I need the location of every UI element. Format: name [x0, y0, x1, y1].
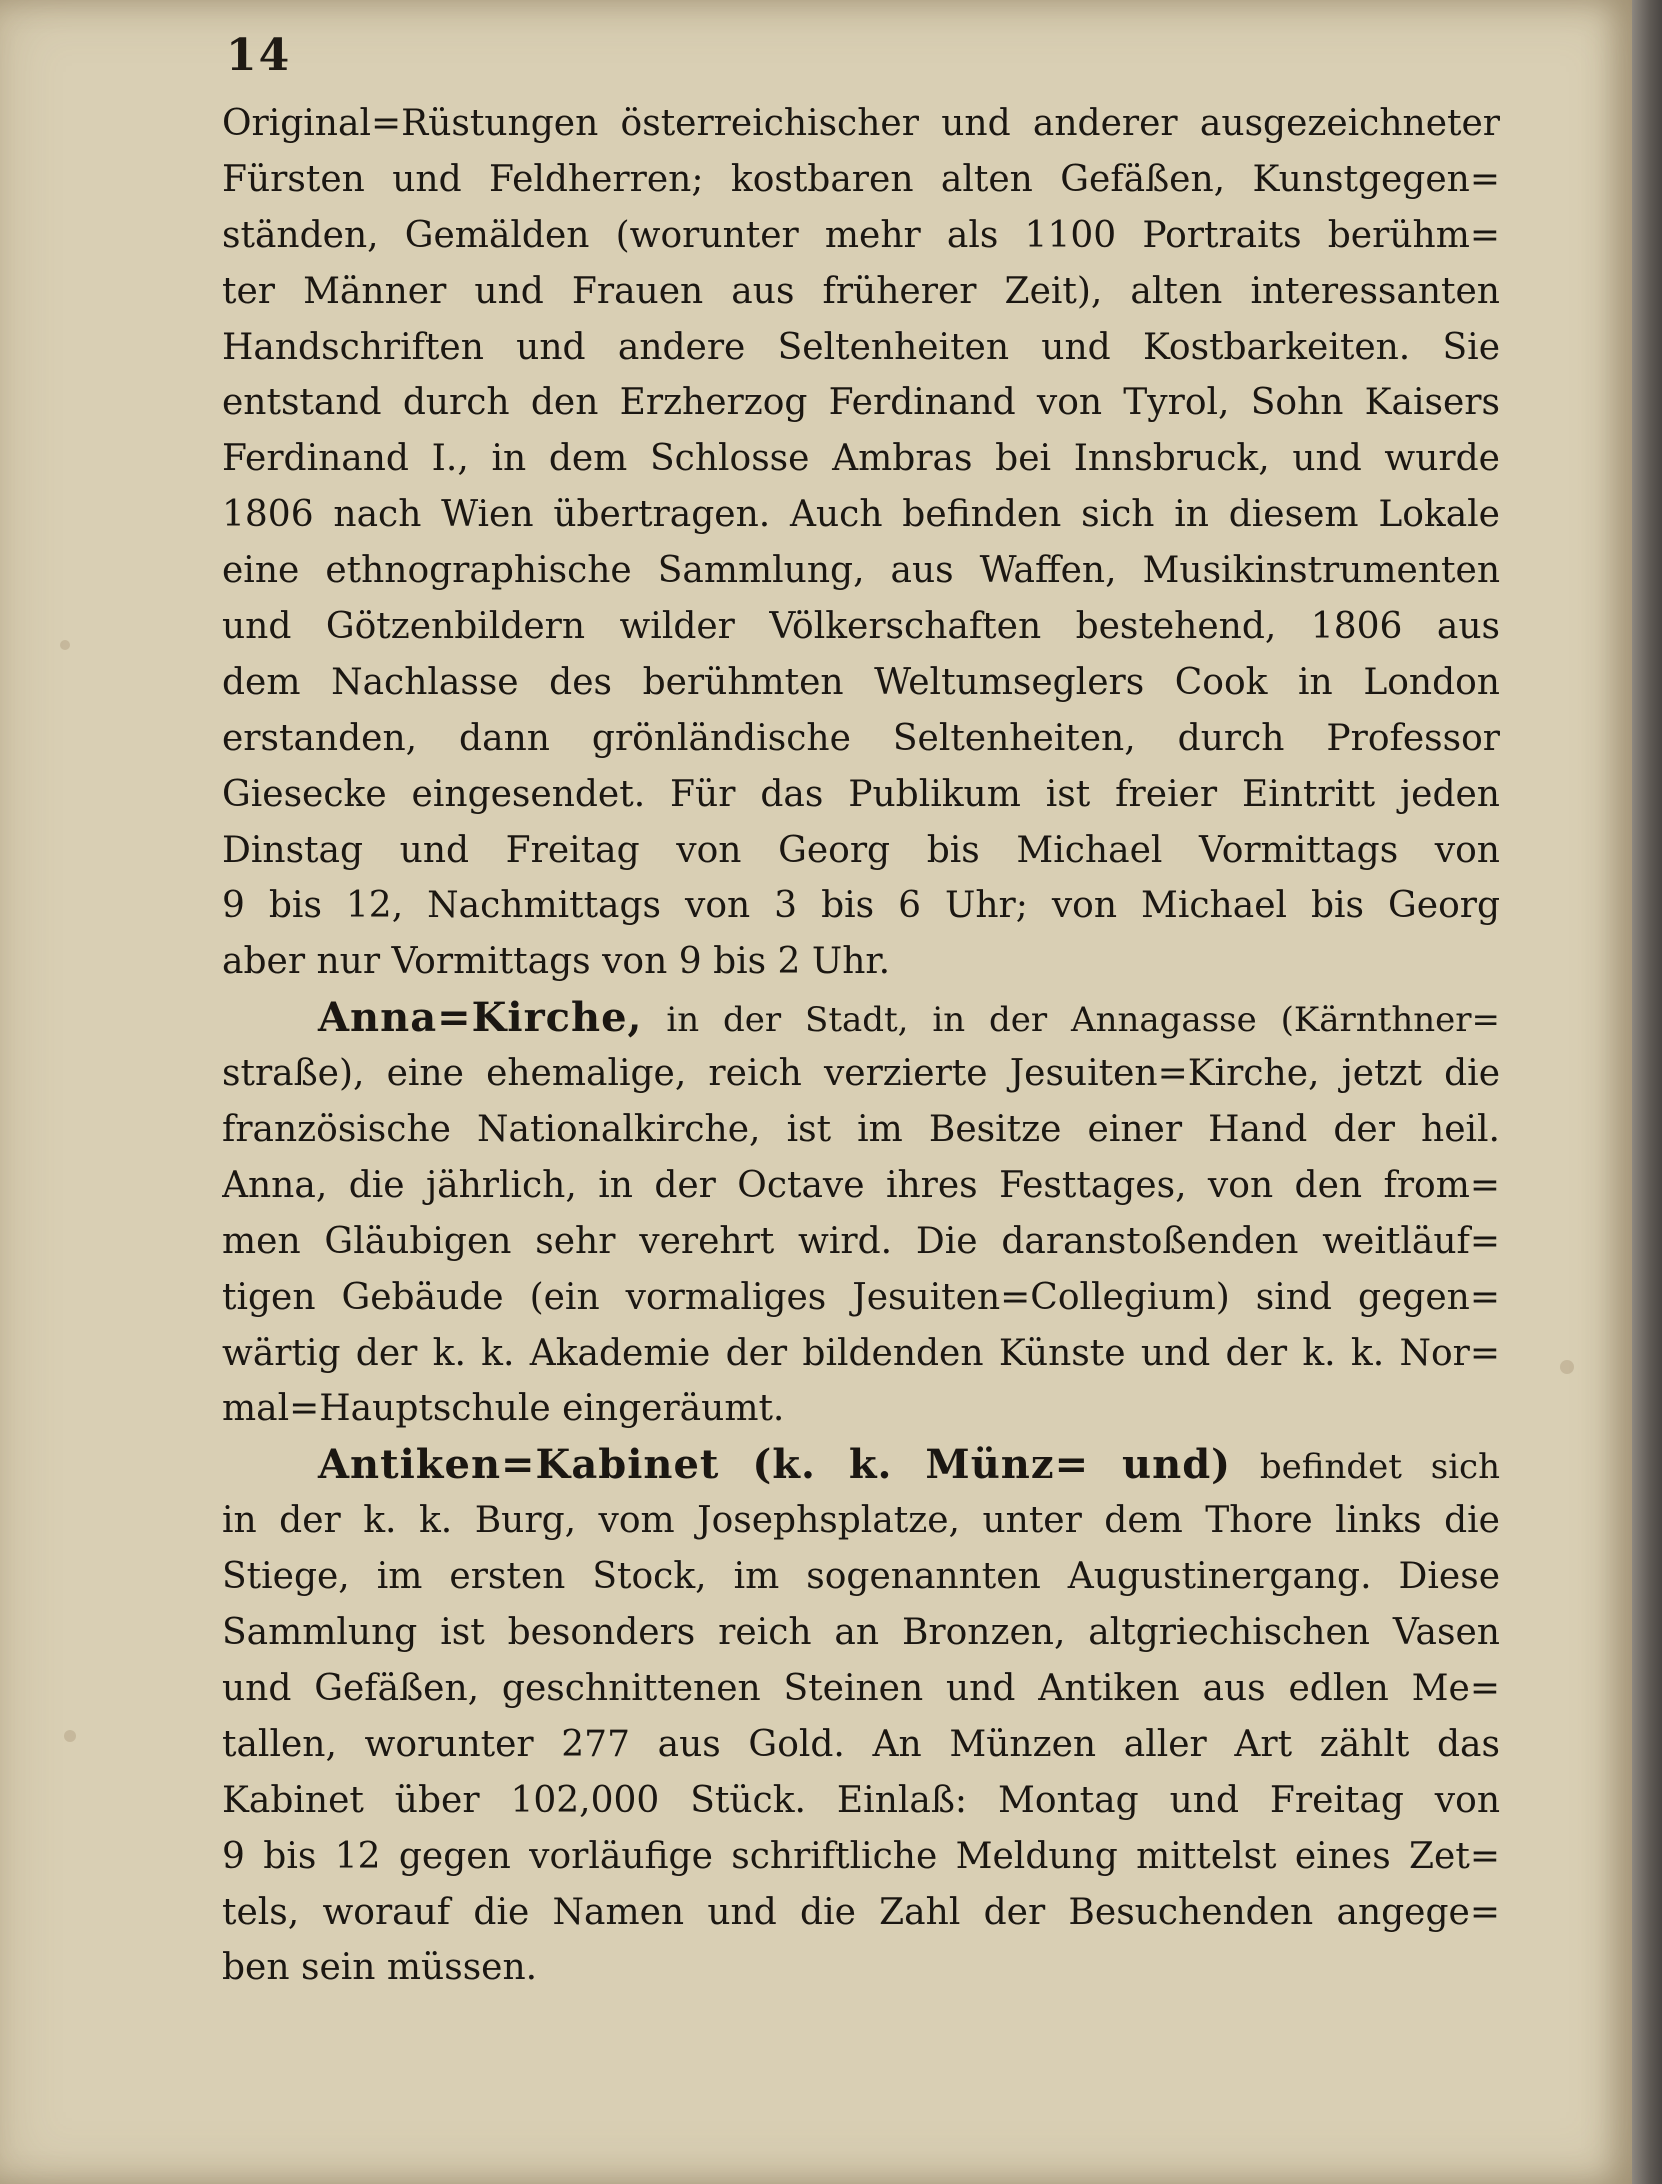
entry-heading-continuation: befindet sich	[1231, 1447, 1500, 1488]
text-line: Sammlung ist besonders reich an Bronzen, altgriechischen Vasen	[222, 1612, 1500, 1654]
text-line: entstand durch den Erzherzog Ferdinand von Tyrol, Sohn Kaisers	[222, 382, 1500, 424]
text-line: wärtig der k. k. Akademie der bildenden Künste und der k. k. Nor=	[222, 1332, 1500, 1374]
text-line: 9 bis 12, Nachmittags von 3 bis 6 Uhr; von Michael bis Georg	[222, 885, 1500, 927]
book-edge	[1632, 0, 1662, 2184]
paper-spot	[64, 1730, 76, 1742]
text-line: straße), eine ehemalige, reich verzierte Jesuiten=Kirche, jetzt die	[222, 1053, 1500, 1095]
text-line: Giesecke eingesendet. Für das Publikum ist freier Eintritt jeden	[222, 773, 1500, 815]
paragraph-antiken-kabinet	[222, 1437, 1500, 1996]
text-line: 1806 nach Wien übertragen. Auch befinden sich in diesem Lokale	[222, 494, 1500, 536]
paper-spot	[1560, 1360, 1574, 1374]
text-line: Original=Rüstungen österreichischer und anderer ausgezeichneter	[222, 103, 1500, 144]
body-text	[222, 96, 1500, 1996]
text-line: und Gefäßen, geschnittenen Steinen und Antiken aus edlen Me=	[222, 1667, 1500, 1709]
entry-heading-continuation: in der Stadt, in der Annagasse (Kärnthner=	[642, 1000, 1500, 1041]
text-line: tigen Gebäude (ein vormaliges Jesuiten=Collegium) sind gegen=	[222, 1276, 1500, 1318]
text-line: aber nur Vormittags von 9 bis 2 Uhr.	[222, 941, 891, 983]
text-line: mal=Hauptschule eingeräumt.	[222, 1388, 785, 1430]
text-line: Ferdinand I., in dem Schlosse Ambras bei Innsbruck, und wurde	[222, 438, 1500, 480]
text-line: Handschriften und andere Seltenheiten und Kostbarkeiten. Sie	[222, 326, 1500, 368]
text-line: ständen, Gemälden (worunter mehr als 1100 Portraits berühm=	[222, 214, 1500, 256]
entry-heading: Anna=Kirche,	[318, 994, 643, 1042]
text-line	[222, 990, 1500, 1046]
text-line: tallen, worunter 277 aus Gold. An Münzen aller Art zählt das	[222, 1723, 1500, 1765]
text-line: dem Nachlasse des berühmten Weltumseglers Cook in London	[222, 661, 1500, 703]
text-line: in der k. k. Burg, vom Josephsplatze, unter dem Thore links die	[222, 1500, 1500, 1542]
text-line	[222, 1437, 1500, 1493]
paragraph-ambras-collection	[222, 96, 1500, 990]
text-line: eine ethnographische Sammlung, aus Waffen, Musikinstrumenten	[222, 550, 1500, 592]
text-line: Fürsten und Feldherren; kostbaren alten Gefäßen, Kunstgegen=	[222, 158, 1500, 200]
text-line: 9 bis 12 gegen vorläufige schriftliche Meldung mittelst eines Zet=	[222, 1835, 1500, 1877]
page-number: 14	[226, 30, 292, 81]
text-line: Anna, die jährlich, in der Octave ihres Festtages, von den from=	[222, 1164, 1500, 1206]
paragraph-anna-kirche	[222, 990, 1500, 1437]
text-line: tels, worauf die Namen und die Zahl der Besuchenden angege=	[222, 1891, 1500, 1933]
text-line: Dinstag und Freitag von Georg bis Michael Vormittags von	[222, 829, 1500, 871]
text-line: erstanden, dann grönländische Seltenheiten, durch Professor	[222, 717, 1500, 759]
text-line: und Götzenbildern wilder Völkerschaften bestehend, 1806 aus	[222, 606, 1500, 648]
text-line: men Gläubigen sehr verehrt wird. Die daranstoßenden weitläuf=	[222, 1220, 1500, 1262]
text-line: ben sein müssen.	[222, 1947, 538, 1989]
text-line: Stiege, im ersten Stock, im sogenannten Augustinergang. Diese	[222, 1556, 1500, 1598]
paper-spot	[60, 640, 70, 650]
text-line: Kabinet über 102,000 Stück. Einlaß: Montag und Freitag von	[222, 1779, 1500, 1821]
text-line: ter Männer und Frauen aus früherer Zeit), alten interessanten	[222, 270, 1500, 312]
text-line: französische Nationalkirche, ist im Besitze einer Hand der heil.	[222, 1109, 1500, 1151]
entry-heading: Antiken=Kabinet (k. k. Münz= und)	[318, 1441, 1232, 1489]
